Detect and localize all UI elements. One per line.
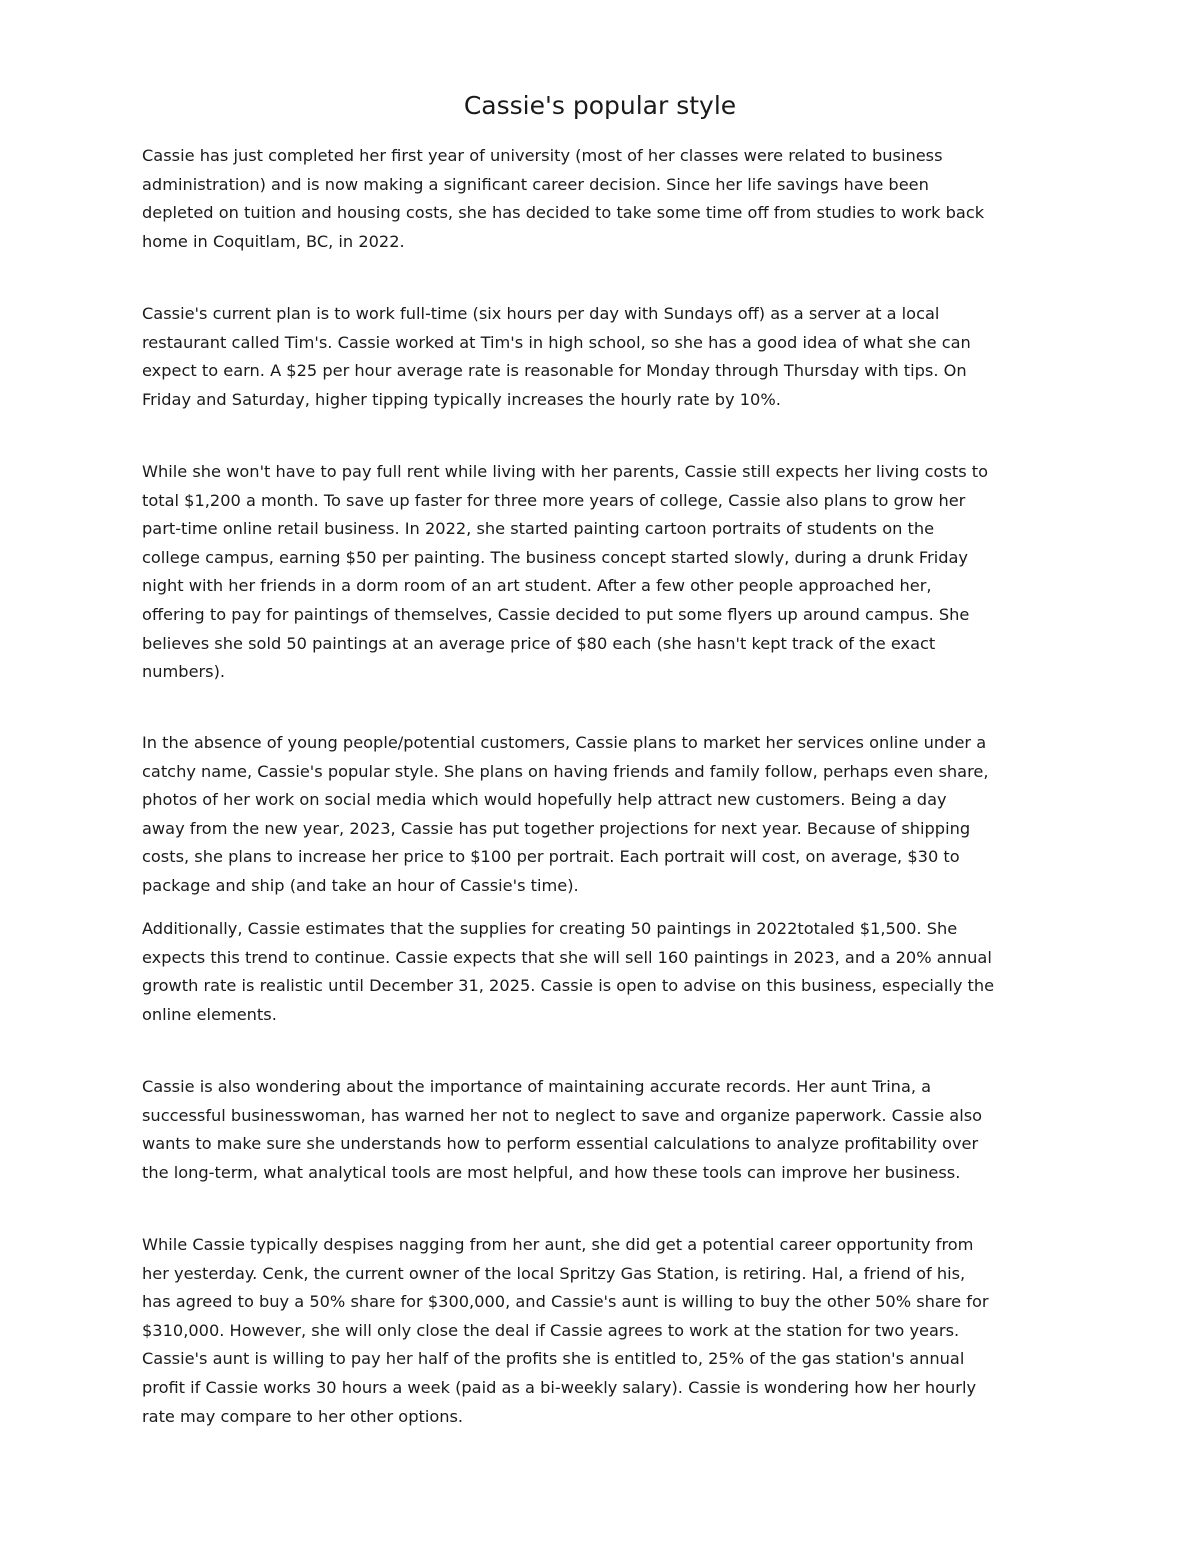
- text-line: part-time online retail business. In 2022, she started painting cartoon portraits of students on the: [142, 519, 935, 539]
- text-line: administration) and is now making a significant career decision. Since her life savings have been: [142, 174, 929, 194]
- text-line: night with her friends in a dorm room of an art student. After a few other people approached her,: [142, 576, 932, 596]
- text-line: growth rate is realistic until December 31, 2025. Cassie is open to advise on this business, especially the: [142, 976, 995, 996]
- paragraph-online-marketing: [142, 729, 1062, 901]
- document-title: Cassie's popular style: [463, 91, 737, 120]
- paragraph-intro: [142, 142, 1062, 256]
- text-line: restaurant called Tim's. Cassie worked at Tim's in high school, so she has a good idea of what she can: [142, 332, 971, 352]
- text-line: While she won't have to pay full rent while living with her parents, Cassie still expects her living costs to: [142, 462, 989, 481]
- text-line: rate may compare to her other options.: [142, 1406, 464, 1426]
- text-line: costs, she plans to increase her price to $100 per portrait. Each portrait will cost, on average, $30 to: [142, 847, 960, 867]
- text-line: college campus, earning $50 per painting. The business concept started slowly, during a drunk Friday: [142, 547, 968, 567]
- text-line: successful businesswoman, has warned her not to neglect to save and organize paperwork. Cassie also: [142, 1105, 983, 1125]
- text-line: expect to earn. A $25 per hour average rate is reasonable for Monday through Thursday with tips. On: [142, 361, 967, 381]
- text-line: In the absence of young people/potential customers, Cassie plans to market her services online under a: [142, 733, 987, 752]
- text-line: total $1,200 a month. To save up faster for three more years of college, Cassie also plans to grow her: [142, 490, 966, 510]
- text-line: While Cassie typically despises nagging from her aunt, she did get a potential career opportunity from: [142, 1235, 974, 1254]
- text-line: away from the new year, 2023, Cassie has put together projections for next year. Because of shipping: [142, 818, 971, 838]
- text-line: package and ship (and take an hour of Cassie's time).: [142, 875, 579, 895]
- text-line: her yesterday. Cenk, the current owner of the local Spritzy Gas Station, is retiring. Hal, a friend of his,: [142, 1263, 966, 1283]
- text-line: has agreed to buy a 50% share for $300,000, and Cassie's aunt is willing to buy the other 50% share for: [142, 1292, 989, 1312]
- text-line: Cassie's aunt is willing to pay her half of the profits she is entitled to, 25% of the gas station's annual: [142, 1349, 965, 1369]
- paragraph-supplies: [142, 915, 1062, 1029]
- text-line: Cassie's current plan is to work full-time (six hours per day with Sundays off) as a server at a local: [142, 304, 940, 323]
- text-line: numbers).: [142, 662, 226, 682]
- paragraph-living-costs: [142, 458, 1062, 687]
- text-line: believes she sold 50 paintings at an average price of $80 each (she hasn't kept track of the exact: [142, 633, 936, 653]
- text-line: Additionally, Cassie estimates that the supplies for creating 50 paintings in 2022totaled $1,500. She: [142, 919, 958, 938]
- text-line: Friday and Saturday, higher tipping typically increases the hourly rate by 10%.: [142, 389, 781, 409]
- text-line: home in Coquitlam, BC, in 2022.: [142, 231, 405, 251]
- paragraph-records: [142, 1073, 1062, 1187]
- text-line: depleted on tuition and housing costs, she has decided to take some time off from studies to work back: [142, 203, 985, 223]
- text-line: online elements.: [142, 1004, 277, 1024]
- text-line: $310,000. However, she will only close the deal if Cassie agrees to work at the station for two years.: [142, 1320, 960, 1340]
- text-line: profit if Cassie works 30 hours a week (paid as a bi-weekly salary). Cassie is wondering how her hourly: [142, 1377, 977, 1397]
- paragraph-gas-station: [142, 1231, 1062, 1431]
- text-line: the long-term, what analytical tools are most helpful, and how these tools can improve her business.: [142, 1162, 961, 1182]
- text-line: Cassie is also wondering about the importance of maintaining accurate records. Her aunt Trina, a: [142, 1077, 932, 1096]
- text-line: Cassie has just completed her first year of university (most of her classes were related to business: [142, 146, 943, 165]
- text-line: offering to pay for paintings of themselves, Cassie decided to put some flyers up around campus. She: [142, 604, 970, 624]
- text-line: photos of her work on social media which would hopefully help attract new customers. Being a day: [142, 790, 947, 810]
- text-line: catchy name, Cassie's popular style. She plans on having friends and family follow, perhaps even share,: [142, 761, 989, 781]
- paragraph-current-plan: [142, 300, 1062, 414]
- text-line: wants to make sure she understands how to perform essential calculations to analyze profitability over: [142, 1134, 979, 1154]
- text-line: expects this trend to continue. Cassie expects that she will sell 160 paintings in 2023, and a 20% annual: [142, 947, 992, 967]
